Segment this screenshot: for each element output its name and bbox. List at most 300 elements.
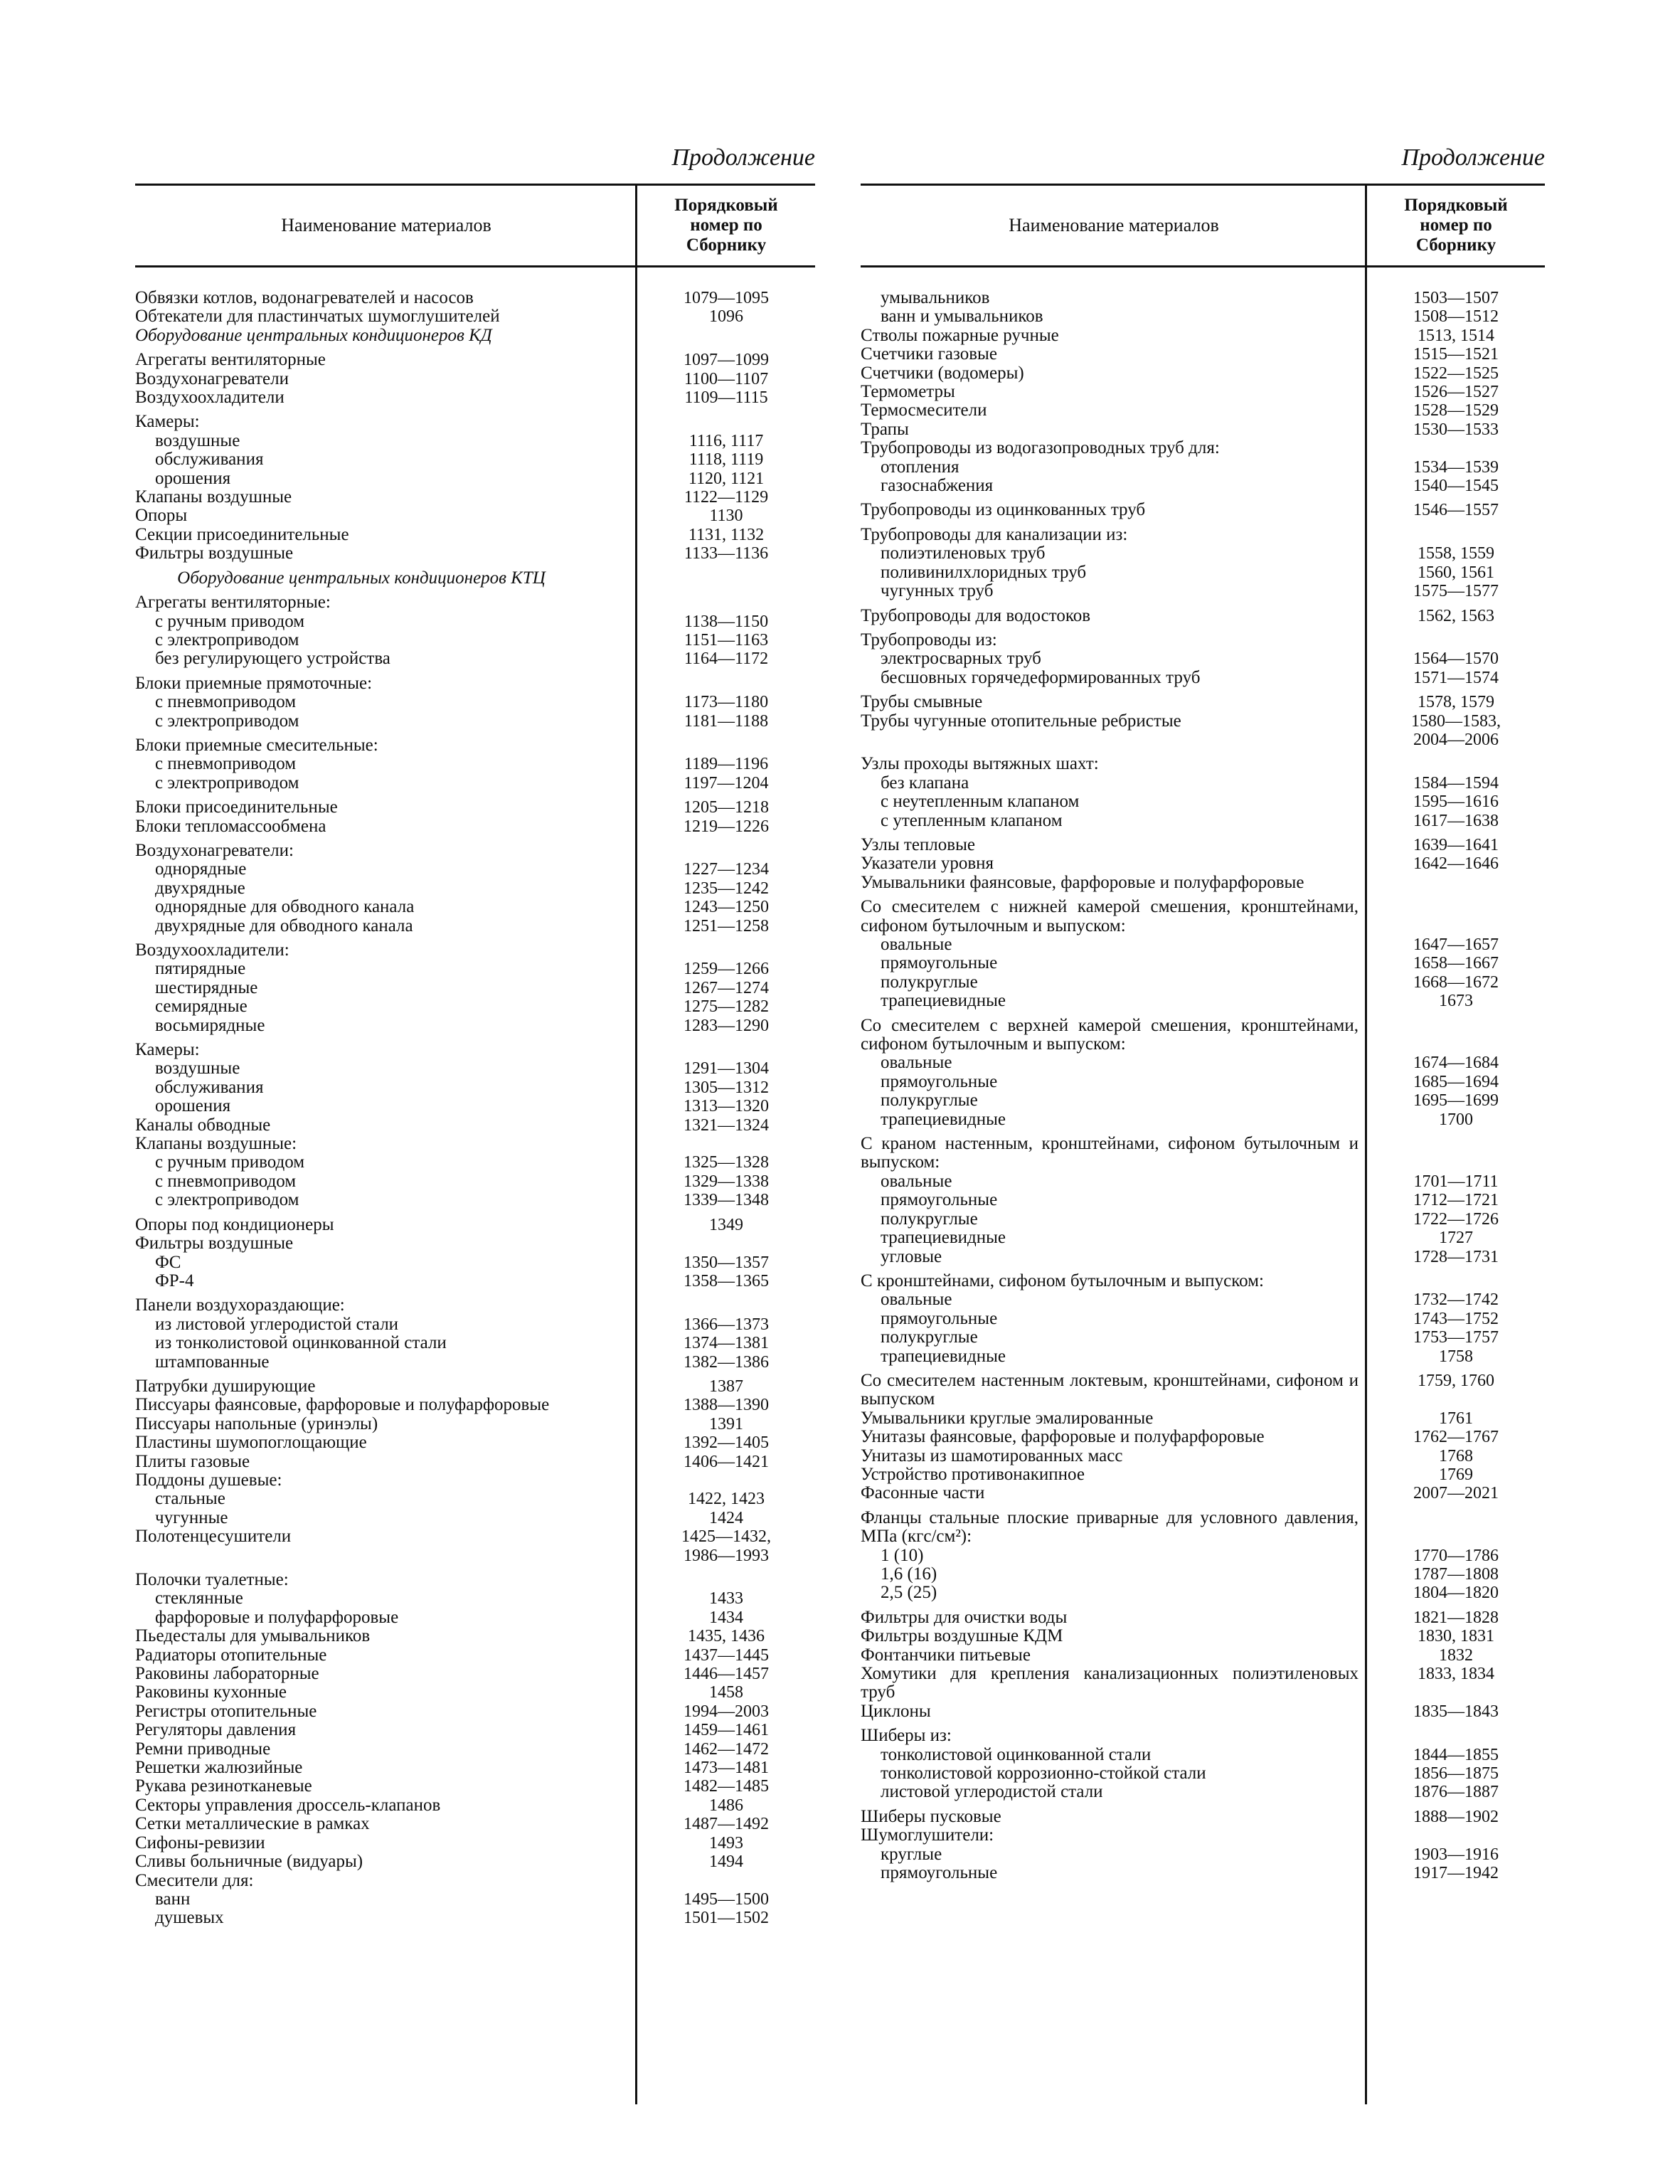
material-name: с пневмоприводом — [155, 692, 297, 712]
material-name: с электроприводом — [155, 711, 299, 731]
catalog-number: 1096 — [709, 307, 743, 327]
table-row — [861, 1210, 1545, 1229]
material-name: Обтекатели для пластинчатых шумоглушителей — [135, 307, 500, 327]
catalog-number: 1313—1320 — [684, 1097, 769, 1116]
table-row — [135, 1815, 815, 1833]
catalog-number: 1197—1204 — [684, 773, 769, 793]
material-name: Регистры отопительные — [135, 1701, 317, 1721]
material-name: овальные — [881, 1053, 952, 1073]
material-name: Сетки металлические в рамках — [135, 1814, 370, 1834]
table-row — [135, 1702, 815, 1721]
right-column — [861, 142, 1545, 2104]
catalog-number: 1508—1512 — [1413, 307, 1499, 327]
table-row — [135, 1172, 815, 1191]
catalog-number: 1275—1282 — [684, 997, 769, 1017]
material-name: Блоки присоединительные — [135, 797, 338, 817]
material-name: Поддоны душевые: — [135, 1470, 282, 1490]
material-name: Камеры: — [135, 412, 200, 432]
catalog-number: 1358—1365 — [684, 1271, 769, 1290]
catalog-number: 1727 — [1439, 1229, 1473, 1248]
catalog-number: 1695—1699 — [1413, 1091, 1499, 1110]
material-name: полукруглые — [881, 1327, 978, 1347]
material-name: прямоугольные — [881, 1308, 998, 1328]
table-row — [135, 1608, 815, 1627]
table-row — [135, 1234, 815, 1253]
catalog-number: 1406—1421 — [684, 1452, 769, 1471]
material-name: Стволы пожарные ручные — [861, 325, 1059, 345]
table-row — [861, 1627, 1545, 1645]
material-name: Сливы больничные (видуары) — [135, 1852, 363, 1872]
catalog-number: 1639—1641 — [1413, 835, 1499, 854]
catalog-number: 1761 — [1439, 1409, 1473, 1428]
table-row — [861, 874, 1545, 892]
table-row — [861, 289, 1545, 307]
table-row — [135, 960, 815, 978]
table-row — [861, 420, 1545, 439]
table-row — [861, 1764, 1545, 1783]
table-row — [861, 607, 1545, 625]
table-row — [861, 669, 1545, 687]
catalog-number: 1382—1386 — [684, 1352, 769, 1372]
table-row — [135, 1589, 815, 1608]
table-row — [135, 879, 815, 898]
table-row — [861, 1347, 1545, 1366]
catalog-number: 1595—1616 — [1413, 793, 1499, 812]
material-name: орошения — [155, 1096, 231, 1116]
material-name: Указатели уровня — [861, 854, 994, 874]
table-row — [135, 569, 815, 588]
material-name: Трубопроводы из водогазопроводных труб для: — [861, 438, 1220, 458]
table-row — [135, 507, 815, 525]
material-name: с электроприводом — [155, 630, 299, 650]
table-row — [861, 1428, 1545, 1446]
continuation-label: Продолжение — [671, 144, 815, 171]
catalog-number: 1685—1694 — [1413, 1072, 1499, 1091]
table-row — [135, 1796, 815, 1815]
material-name: однорядные — [155, 859, 247, 879]
catalog-number: 1321—1324 — [684, 1115, 769, 1135]
catalog-number: 1205—1218 — [684, 798, 769, 817]
table-row — [135, 488, 815, 507]
table-row — [135, 432, 815, 450]
material-name: прямоугольные — [881, 1071, 998, 1091]
catalog-number: 1227—1234 — [684, 860, 769, 879]
catalog-number: 1753—1757 — [1413, 1328, 1499, 1347]
catalog-number: 1388—1390 — [684, 1396, 769, 1415]
material-name: из тонколистовой оцинкованной стали — [155, 1333, 447, 1353]
table-row — [135, 1777, 815, 1796]
table-row — [135, 1272, 815, 1290]
table-row — [135, 693, 815, 711]
material-name: трапециевидные — [881, 1228, 1006, 1248]
material-name: Счетчики газовые — [861, 344, 997, 364]
material-name: Воздухонагреватели — [135, 369, 289, 388]
material-name: с пневмоприводом — [155, 754, 297, 774]
material-name: Термосмесители — [861, 401, 987, 420]
material-name: Унитазы из шамотированных масс — [861, 1446, 1123, 1465]
table-row — [135, 1415, 815, 1433]
table-row — [135, 1665, 815, 1683]
table-row — [135, 450, 815, 469]
material-name: Патрубки душирующие — [135, 1376, 316, 1396]
table-row — [861, 836, 1545, 854]
catalog-number: 1562, 1563 — [1418, 606, 1494, 625]
table-row — [861, 631, 1545, 650]
catalog-number: 1526—1527 — [1413, 383, 1499, 402]
table-row — [861, 307, 1545, 326]
material-name: Агрегаты вентиляторные: — [135, 593, 331, 613]
catalog-number: 1283—1290 — [684, 1016, 769, 1035]
table-row — [135, 712, 815, 731]
table-row — [861, 1091, 1545, 1110]
table-row — [135, 1059, 815, 1078]
material-name: 1 (10) — [881, 1545, 924, 1565]
catalog-number: 1267—1274 — [684, 978, 769, 997]
catalog-number: 1151—1163 — [684, 630, 769, 650]
material-name: с ручным приводом — [155, 1152, 305, 1172]
catalog-number: 1116, 1117 — [689, 431, 764, 450]
catalog-number: 1437—1445 — [684, 1645, 769, 1665]
table-row — [861, 1509, 1545, 1547]
material-name: полукруглые — [881, 1209, 978, 1229]
catalog-number: 1876—1887 — [1413, 1783, 1499, 1802]
material-name: Секции присоединительные — [135, 524, 349, 544]
material-name: Умывальники круглые эмалированные — [861, 1408, 1154, 1428]
material-name: Фасонные части — [861, 1483, 985, 1503]
table-row — [861, 1290, 1545, 1309]
table-row — [135, 917, 815, 935]
catalog-number: 2007—2021 — [1413, 1484, 1499, 1503]
material-name: воздушные — [155, 1059, 240, 1078]
catalog-number: 1712—1721 — [1413, 1191, 1499, 1210]
catalog-number: 1833, 1834 — [1418, 1665, 1494, 1684]
material-name: Обвязки котлов, водонагревателей и насосов — [135, 288, 474, 307]
material-name: прямоугольные — [881, 1863, 998, 1883]
table-row — [861, 793, 1545, 811]
catalog-number: 1424 — [709, 1508, 743, 1527]
table-body — [135, 267, 815, 2104]
catalog-number: 1235—1242 — [684, 879, 769, 898]
table-row — [861, 1864, 1545, 1882]
header-number-column: Порядковый номер по Сборнику — [1404, 196, 1508, 255]
table-row — [861, 1608, 1545, 1627]
catalog-number: 1391 — [709, 1414, 743, 1433]
table-row — [135, 1490, 815, 1508]
catalog-number: 1366—1373 — [684, 1315, 769, 1334]
catalog-number: 1732—1742 — [1413, 1290, 1499, 1310]
table-row — [135, 1683, 815, 1702]
catalog-number: 1122—1129 — [684, 488, 769, 507]
catalog-number: 1458 — [709, 1683, 743, 1702]
material-name: Решетки жалюзийные — [135, 1758, 303, 1778]
material-name: стальные — [155, 1489, 225, 1509]
row-list — [861, 267, 1545, 1883]
material-name: Унитазы фаянсовые, фарфоровые и полуфарфоровые — [861, 1427, 1265, 1447]
catalog-number: 1578, 1579 — [1418, 693, 1494, 712]
catalog-number: 1433 — [709, 1589, 743, 1608]
catalog-number: 1503—1507 — [1413, 289, 1499, 307]
table-row — [861, 1565, 1545, 1584]
table-row — [861, 755, 1545, 773]
material-name: ванн — [155, 1889, 191, 1909]
table-row — [861, 1783, 1545, 1801]
table-row — [861, 1135, 1545, 1172]
table-row — [135, 1509, 815, 1527]
material-name: Трубопроводы для канализации из: — [861, 524, 1128, 544]
table-row — [861, 1229, 1545, 1247]
catalog-number: 1100—1107 — [684, 369, 769, 388]
material-name: Блоки тепломассообмена — [135, 816, 326, 836]
table-row — [135, 842, 815, 860]
table-row — [861, 712, 1545, 750]
catalog-number: 1700 — [1439, 1110, 1473, 1129]
table-row — [135, 979, 815, 997]
table-row — [135, 1852, 815, 1871]
table-row — [135, 898, 815, 916]
table-row — [135, 544, 815, 563]
continuation-label: Продолжение — [1401, 144, 1545, 171]
material-name: ФР-4 — [155, 1271, 194, 1290]
table-row — [135, 736, 815, 755]
table-row — [135, 1315, 815, 1334]
table-row — [861, 526, 1545, 544]
material-name: Трубопроводы для водостоков — [861, 605, 1091, 625]
material-name: трапециевидные — [881, 1109, 1006, 1129]
material-name: Трапы — [861, 419, 909, 439]
table-row — [135, 1353, 815, 1372]
material-name: Фонтанчики питьевые — [861, 1645, 1031, 1665]
catalog-number: 1787—1808 — [1413, 1565, 1499, 1584]
table-row — [861, 935, 1545, 954]
header-number-column: Порядковый номер по Сборнику — [674, 196, 778, 255]
catalog-number: 1856—1875 — [1413, 1764, 1499, 1783]
material-name: Оборудование центральных кондиционеров КД — [135, 325, 492, 345]
table-row — [861, 383, 1545, 401]
table-row — [135, 755, 815, 773]
catalog-number: 1133—1136 — [684, 544, 769, 563]
material-name: полиэтиленовых труб — [881, 544, 1046, 563]
table-row — [861, 563, 1545, 582]
material-name: Термометры — [861, 382, 955, 402]
material-name: Трубы чугунные отопительные ребристые — [861, 711, 1181, 731]
material-name: овальные — [881, 935, 952, 954]
table-row — [135, 1041, 815, 1059]
row-list — [135, 267, 815, 1928]
material-name: шестирядные — [155, 977, 258, 997]
material-name: электросварных труб — [881, 649, 1041, 669]
material-name: полукруглые — [881, 1091, 978, 1110]
table-row — [135, 307, 815, 326]
table-row — [135, 1646, 815, 1665]
material-name: с пневмоприводом — [155, 1171, 297, 1191]
catalog-number: 1917—1942 — [1413, 1864, 1499, 1883]
catalog-number: 1701—1711 — [1413, 1172, 1499, 1191]
catalog-number: 1374—1381 — [684, 1334, 769, 1353]
catalog-number: 1534—1539 — [1413, 457, 1499, 477]
catalog-number: 1181—1188 — [684, 711, 769, 731]
table-row — [861, 1702, 1545, 1721]
material-name: из листовой углеродистой стали — [155, 1314, 399, 1334]
catalog-number: 1546—1557 — [1413, 501, 1499, 520]
table-row — [135, 1909, 815, 1927]
catalog-number: 1435, 1436 — [688, 1627, 765, 1646]
material-name: Каналы обводные — [135, 1115, 271, 1135]
table-body — [861, 267, 1545, 2104]
material-name: пятирядные — [155, 959, 246, 979]
material-name: двухрядные для обводного канала — [155, 916, 413, 935]
catalog-number: 1647—1657 — [1413, 935, 1499, 954]
table-row — [861, 693, 1545, 711]
catalog-number: 1758 — [1439, 1347, 1473, 1366]
catalog-number: 1528—1529 — [1413, 401, 1499, 420]
table-row — [861, 327, 1545, 345]
material-name: Шумоглушители: — [861, 1825, 994, 1845]
material-name: овальные — [881, 1290, 952, 1310]
catalog-number: 1486 — [709, 1796, 743, 1815]
table-row — [135, 650, 815, 668]
material-name: с ручным приводом — [155, 611, 305, 631]
material-name: Фильтры воздушные — [135, 544, 294, 563]
catalog-number: 1079—1095 — [684, 289, 769, 307]
catalog-number: 1571—1574 — [1413, 668, 1499, 687]
material-name: с утепленным клапаном — [881, 810, 1063, 830]
material-name: Воздухонагреватели: — [135, 840, 294, 860]
material-name: Писсуары фаянсовые, фарфоровые и полуфарфоровые — [135, 1395, 550, 1415]
table-row — [135, 1396, 815, 1414]
material-name: Раковины лабораторные — [135, 1664, 319, 1684]
material-name: фарфоровые и полуфарфоровые — [155, 1607, 399, 1627]
table-row — [135, 1471, 815, 1490]
table-row — [861, 1310, 1545, 1328]
table-row — [135, 1017, 815, 1035]
table-row — [135, 1759, 815, 1777]
material-name: трапециевидные — [881, 991, 1006, 1011]
material-name: двухрядные — [155, 878, 245, 898]
table-row — [135, 526, 815, 544]
catalog-number: 1473—1481 — [684, 1759, 769, 1778]
material-name: С краном настенным, кронштейнами, сифоном бутылочным и выпуском: — [861, 1134, 1359, 1172]
table-row — [135, 774, 815, 793]
material-name: Шиберы пусковые — [861, 1806, 1001, 1826]
catalog-number: 1642—1646 — [1413, 854, 1499, 874]
table-row — [135, 1872, 815, 1890]
material-name: ФС — [155, 1252, 181, 1272]
table-row — [861, 501, 1545, 519]
material-name: Трубопроводы из: — [861, 630, 997, 650]
catalog-number: 1668—1672 — [1413, 972, 1499, 992]
material-name: Воздухоохладители: — [135, 940, 289, 960]
material-name: Агрегаты вентиляторные — [135, 350, 326, 370]
material-name: стеклянные — [155, 1589, 243, 1608]
material-name: овальные — [881, 1171, 952, 1191]
material-name: с электроприводом — [155, 1190, 299, 1210]
catalog-number: 1658—1667 — [1413, 954, 1499, 973]
table-row — [861, 1191, 1545, 1209]
table-row — [861, 1248, 1545, 1266]
catalog-number: 1305—1312 — [684, 1078, 769, 1097]
material-name: Полотенцесушители — [135, 1527, 292, 1547]
table-row — [135, 289, 815, 307]
catalog-number: 1769 — [1439, 1465, 1473, 1484]
catalog-number: 1325—1328 — [684, 1153, 769, 1172]
catalog-number: 1494 — [709, 1852, 743, 1872]
table-row — [861, 973, 1545, 992]
material-name: полукруглые — [881, 972, 978, 992]
material-name: Опоры под кондиционеры — [135, 1214, 334, 1234]
table-row — [861, 1409, 1545, 1428]
material-name: семирядные — [155, 997, 248, 1017]
catalog-number: 1673 — [1439, 992, 1473, 1011]
material-name: С кронштейнами, сифоном бутылочным и выпуском: — [861, 1271, 1264, 1290]
table-row — [861, 1372, 1545, 1409]
catalog-number: 1495—1500 — [684, 1889, 769, 1909]
material-name: Со смесителем с верхней камерой смешения, кронштейнами, сифоном бутылочным и выпуском: — [861, 1015, 1359, 1054]
material-name: трапециевидные — [881, 1346, 1006, 1366]
material-name: 1,6 (16) — [881, 1564, 937, 1584]
material-name: умывальников — [881, 288, 990, 307]
material-name: Клапаны воздушные: — [135, 1134, 297, 1154]
catalog-number: 1560, 1561 — [1418, 563, 1494, 582]
table-row — [135, 1078, 815, 1097]
table-row — [135, 327, 815, 345]
catalog-number: 1219—1226 — [684, 817, 769, 836]
catalog-number: 1903—1916 — [1413, 1845, 1499, 1864]
catalog-number: 1130 — [709, 507, 743, 526]
material-name: Со смесителем настенным локтевым, кронштейнами, сифоном и выпуском — [861, 1370, 1359, 1409]
material-name: Панели воздухораздающие: — [135, 1295, 345, 1315]
table-row — [135, 1191, 815, 1209]
table-row — [135, 1453, 815, 1471]
table-row — [861, 1547, 1545, 1565]
catalog-number: 1832 — [1439, 1645, 1473, 1665]
table-row — [861, 1110, 1545, 1129]
table-row — [135, 1253, 815, 1272]
catalog-number: 1387 — [709, 1377, 743, 1396]
table-row — [861, 1584, 1545, 1602]
table-row — [861, 1808, 1545, 1826]
table-row — [861, 401, 1545, 420]
catalog-number: 1575—1577 — [1413, 582, 1499, 601]
catalog-number: 1164—1172 — [684, 650, 769, 669]
material-name: Блоки приемные смесительные: — [135, 735, 378, 755]
table-row — [861, 954, 1545, 972]
material-name: чугунных труб — [881, 581, 994, 601]
table-row — [135, 1571, 815, 1589]
table-row — [861, 854, 1545, 873]
table-header — [861, 184, 1545, 267]
material-name: Фильтры для очистки воды — [861, 1607, 1068, 1627]
table-row — [861, 992, 1545, 1010]
table-row — [861, 1484, 1545, 1502]
material-name: восьмирядные — [155, 1015, 265, 1035]
catalog-number: 1513, 1514 — [1418, 326, 1494, 345]
catalog-number: 1329—1338 — [684, 1172, 769, 1191]
table-row — [861, 1447, 1545, 1465]
table-row — [135, 1627, 815, 1645]
table-header — [135, 184, 815, 267]
table-row — [135, 1721, 815, 1739]
material-name: Сифоны-ревизии — [135, 1833, 265, 1852]
table-row — [861, 1017, 1545, 1054]
catalog-number: 1830, 1831 — [1418, 1627, 1494, 1646]
material-name: круглые — [881, 1844, 942, 1864]
material-name: воздушные — [155, 430, 240, 450]
catalog-number: 1097—1099 — [684, 351, 769, 370]
catalog-number: 1994—2003 — [684, 1702, 769, 1721]
catalog-number: 1120, 1121 — [688, 469, 765, 488]
table-row — [135, 1890, 815, 1909]
material-name: прямоугольные — [881, 953, 998, 973]
